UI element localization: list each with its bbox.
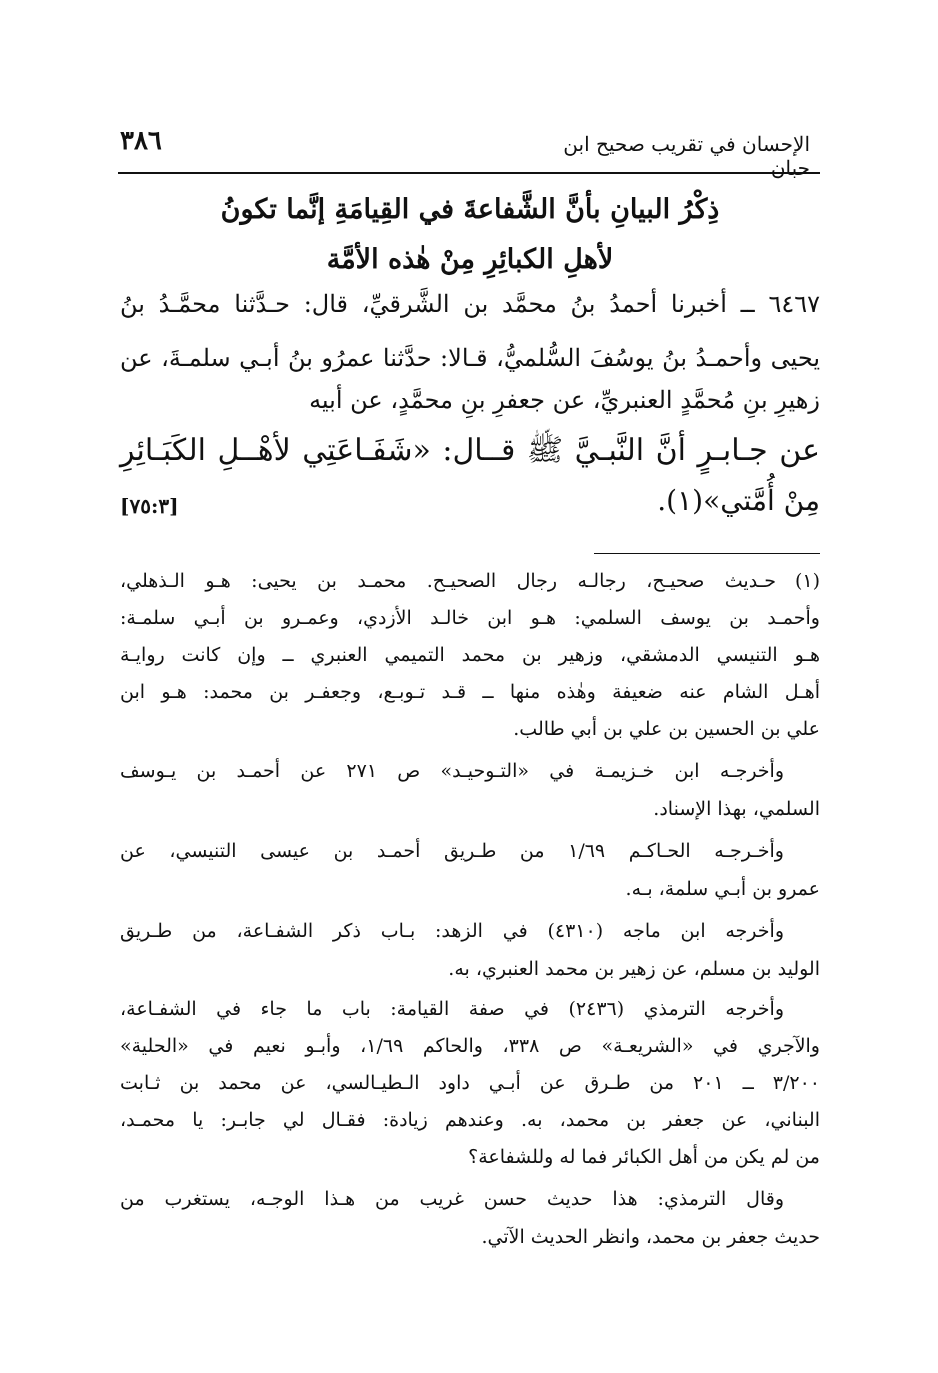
footnote-line: حـديث صحيـح، رجالـه رجال الصحيـح. محمـد بن يحيى: هـو الـذهلي، [120,570,776,592]
footnote-line: والآجري في «الشريعـة» ص ٣٣٨، والحاكم ١/٦٩، وأبـو نعيم في «الحلية» [120,1035,820,1057]
footnote-line: وأخـرجـه الحـاكـم ١/٦٩ من طـريق أحمـد بن عيسى التنيسي، عن [120,840,784,862]
volume-page-reference: [٧٥:٣] [120,494,179,518]
chapter-heading-line-2: لأهلِ الكبائِرِ مِنْ هٰذه الأمَّة [326,244,614,275]
footnote-line: عمرو بن أبـي سلمة، بـه. [625,878,820,900]
footnote-line: ٣/٢٠٠ ــ ٢٠١ من طـرق عن أبـي داود الـطيـالسي، عن محمد بن ثـابت [120,1072,820,1094]
footnote-line: هـو التنيسي الدمشقي، وزهير بن محمد التميمي العنبري ــ وإن كانت روايـة [120,644,820,666]
footnote-line: وقال الترمذي: هذا حديث حسن غريب من هـذا الوجـه، يستغرب من [120,1188,784,1210]
footnote-divider [594,553,820,554]
header-divider [118,172,820,174]
footnote-line: من لم يكن من أهل الكبائر فما له وللشفاعة؟ [468,1146,820,1168]
footnote-line: وأحمـد بن يوسف السلمي: هـو ابن خالـد الأزدي، وعمـرو بن أبـي سلمـة: [120,607,820,629]
hadith-text-line-2: مِنْ أُمَّتي»(١). [657,484,820,517]
footnote-line: أهـل الشام عنه ضعيفة وهٰذه منها ــ قـد تـوبـع، وجعفـر بن محمد: هـو ابن [120,681,820,703]
footnote-number: (١) [794,570,820,592]
running-header-title: الإحسان في تقريب صحيح ابن حبان [563,132,810,180]
footnote-line: وأخرجه الترمذي (٢٤٣٦) في صفة القيامة: باب ما جاء في الشفـاعة، [120,998,784,1020]
hadith-text-line-1: عن جـابـرٍ أنَّ النَّبـيَّ ﷺ قــال: «شَفَـاعَتِي لأهْــلِ الكَبَـائِرِ [120,433,820,468]
hadith-chain-line-2: يحيى وأحمـدُ بنُ يوسُفَ السُّلميُّ، قـالا: حدَّثنا عمرُو بنُ أبـي سلمـةَ، عن [120,344,820,372]
hadith-chain-line-1: ٦٤٦٧ ــ أخبرنا أحمدُ بنُ محمَّد بن الشَّرقيِّ، قال: حـدَّثنا محمَّـدُ بنُ [120,290,820,318]
footnote-line: وأخرجه ابن ماجه (٤٣١٠) في الزهد: بـاب ذكر الشفـاعة، من طـريق [120,920,784,942]
footnote-line: البناني، عن جعفر بن محمد، به. وعندهم زيادة: فقـال لي جابـر: يا محمـد، [120,1109,820,1131]
footnote-line: الوليد بن مسلم، عن زهير بن محمد العنبري، به. [448,958,820,980]
footnote-line: وأخرجـه ابن خـزيمـة في «التـوحيـد» ص ٢٧١ عن أحمـد بن يـوسف [120,760,785,782]
footnote-line: السلمي، بهذا الإسناد. [653,798,820,820]
footnote-line: حديث جعفر بن محمد، وانظر الحديث الآتي. [481,1226,820,1248]
chapter-heading-line-1: ذِكْرُ البيانِ بأنَّ الشَّفاعةَ في القِيامَةِ إنَّما تكونُ [220,194,720,225]
page-number: ٣٨٦ [120,126,162,156]
hadith-chain-line-3: زهيرِ بنِ مُحمَّدٍ العنبريِّ، عن جعفرِ بنِ محمَّدٍ، عن أبيه [309,386,820,414]
footnote-line: علي بن الحسين بن علي بن أبي طالب. [513,718,820,740]
